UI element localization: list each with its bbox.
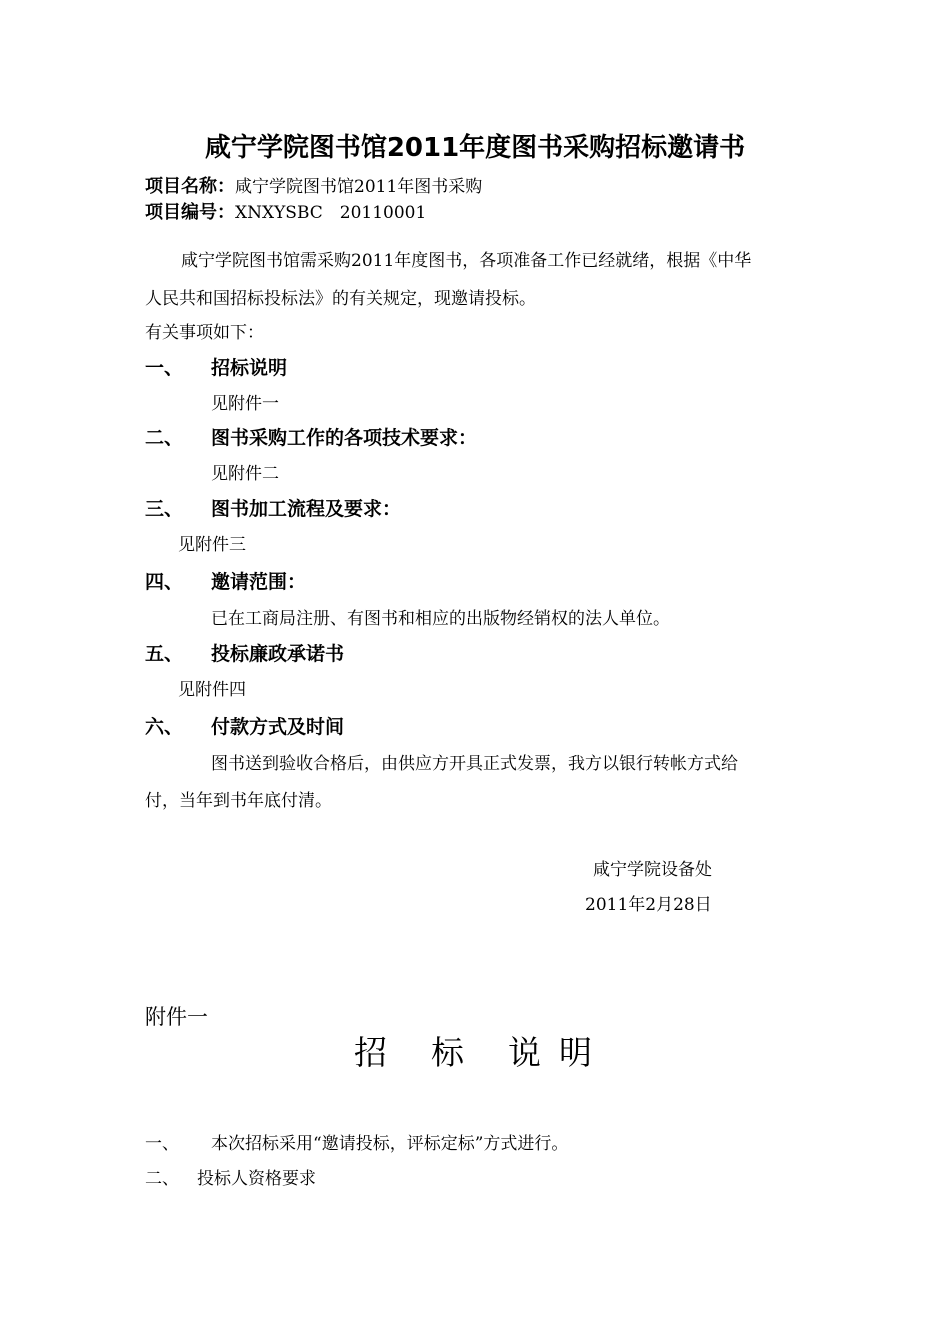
section-number: 四、: [145, 571, 184, 593]
section-title: 投标廉政承诺书: [211, 643, 345, 665]
section-number: 五、: [145, 643, 184, 665]
section-number: 一、: [145, 357, 184, 379]
section-number: 二、: [145, 427, 184, 449]
section-heading: [145, 568, 306, 596]
attachment-item-number: 一、: [145, 1134, 179, 1154]
project-name-value: 咸宁学院图书馆2011年图书采购: [235, 177, 483, 197]
attachment-title-char: 明: [559, 1033, 596, 1072]
signature-organization: 咸宁学院设备处: [593, 860, 712, 880]
section-heading: [145, 495, 401, 523]
section-heading: [145, 713, 344, 741]
attachment-title-char: 标: [431, 1033, 468, 1072]
page-title: 咸宁学院图书馆2011年度图书采购招标邀请书: [204, 133, 746, 163]
attachment-item-text: 本次招标采用“邀请投标，评标定标”方式进行。: [211, 1134, 569, 1154]
section-content: 见附件二: [211, 464, 279, 484]
section-content: 见附件一: [211, 394, 279, 414]
section-content-continued: 付，当年到书年底付清。: [145, 791, 332, 811]
attachment-title-char: 招: [354, 1033, 391, 1072]
section-content: 见附件四: [178, 680, 246, 700]
project-number-label: 项目编号：: [145, 202, 235, 223]
section-content: 见附件三: [178, 535, 246, 555]
section-number: 三、: [145, 498, 184, 520]
intro-line-3: 有关事项如下：: [145, 323, 264, 343]
section-title: 招标说明: [211, 357, 288, 379]
project-number-row: [145, 200, 426, 226]
section-title: 图书采购工作的各项技术要求：: [211, 427, 478, 449]
project-name-label: 项目名称：: [145, 176, 235, 197]
section-content: 已在工商局注册、有图书和相应的出版物经销权的法人单位。: [211, 609, 670, 629]
attachment-item-number: 二、: [145, 1169, 179, 1189]
section-title: 付款方式及时间: [211, 716, 345, 738]
intro-line-1: 咸宁学院图书馆需采购2011年度图书，各项准备工作已经就绪，根据《中华: [181, 251, 752, 271]
intro-line-2: 人民共和国招标投标法》的有关规定，现邀请投标。: [145, 289, 536, 309]
attachment-label: 附件一: [145, 1005, 208, 1029]
attachment-item: [145, 1131, 568, 1157]
project-number-value: XNXYSBC 20110001: [235, 203, 427, 223]
attachment-title-char: 说: [508, 1033, 545, 1072]
project-name-row: [145, 174, 482, 200]
attachment-item-text: 投标人资格要求: [197, 1169, 316, 1189]
section-title: 邀请范围：: [211, 571, 307, 593]
section-heading: [145, 640, 344, 668]
attachment-title: [0, 1030, 950, 1076]
section-title: 图书加工流程及要求：: [211, 498, 402, 520]
section-heading: [145, 424, 477, 452]
section-heading: [145, 354, 287, 382]
signature-date: 2011年2月28日: [585, 895, 712, 915]
attachment-item: [145, 1166, 316, 1192]
section-number: 六、: [145, 716, 184, 738]
section-content: 图书送到验收合格后，由供应方开具正式发票，我方以银行转帐方式给: [211, 754, 738, 774]
